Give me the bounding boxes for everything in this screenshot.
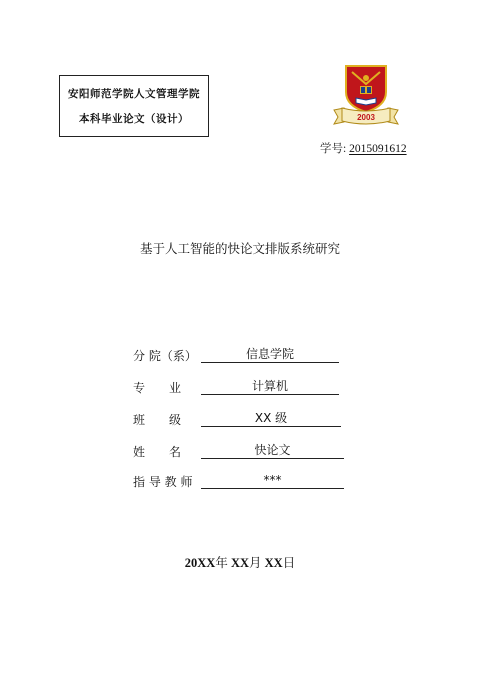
- class-label: 班 级: [133, 413, 182, 427]
- date-month-unit: 月: [249, 556, 262, 570]
- name-value: 快论文: [201, 443, 344, 459]
- university-crest-icon: [330, 62, 402, 128]
- date-month: XX: [230, 556, 250, 570]
- major-value: 计算机: [201, 379, 339, 395]
- student-id: [320, 140, 407, 156]
- crest-year: 2003: [357, 113, 375, 122]
- date-day: XX: [264, 556, 283, 570]
- date-day-unit: 日: [282, 556, 296, 570]
- school-name: 安阳师范学院人文管理学院: [68, 88, 200, 100]
- thesis-title: 基于人工智能的快论文排版系统研究: [139, 241, 340, 256]
- date-year: 20XX: [184, 556, 216, 570]
- advisor-label: 指 导 教 师: [133, 475, 193, 489]
- name-label: 姓 名: [133, 445, 182, 459]
- thesis-type: 本科毕业论文（设计）: [79, 113, 189, 125]
- student-id-value: 2015091612: [349, 143, 407, 155]
- date-year-unit: 年: [215, 556, 228, 570]
- advisor-value: ***: [201, 473, 344, 489]
- department-label: 分 院（系）: [133, 349, 197, 363]
- submission-date: [0, 553, 480, 571]
- major-label: 专 业: [133, 381, 182, 395]
- class-value: XX 级: [201, 411, 341, 427]
- school-header-box: [59, 75, 209, 137]
- department-value: 信息学院: [201, 347, 339, 363]
- student-id-label: 学号:: [320, 143, 347, 155]
